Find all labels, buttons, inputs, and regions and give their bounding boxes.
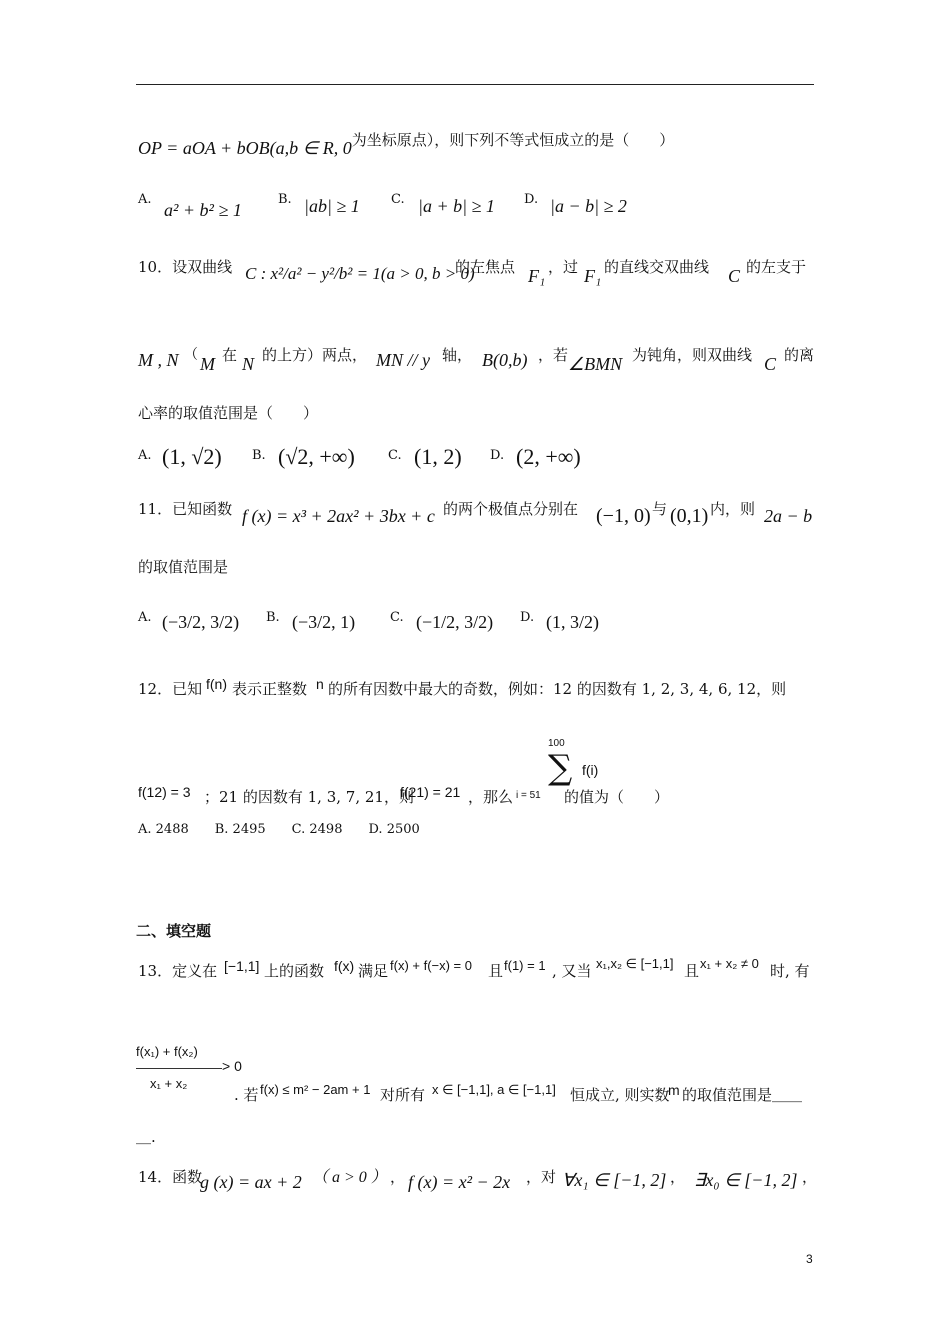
q13-m: m: [668, 1082, 680, 1098]
q11-option-d-label: D.: [520, 610, 535, 625]
q14-exists: ∃x₀ ∈ [−1, 2]: [694, 1170, 798, 1190]
q12-f21: f(21) = 21: [400, 784, 461, 800]
q10-option-c-label: C.: [388, 448, 402, 463]
q10-mn: M , N: [138, 350, 179, 370]
q10-c: C: [728, 266, 741, 286]
q11-expr: 2a − b: [764, 506, 813, 526]
q13-t10: 的取值范围是＿＿: [682, 1086, 803, 1104]
q11-option-b: (−3/2, 1): [292, 612, 356, 632]
q13-inequality: f(x) ≤ m² − 2am + 1: [260, 1082, 371, 1097]
header-rule: [136, 84, 814, 85]
section-heading: 二、填空题: [136, 922, 212, 940]
q14-prefix: 14．函数: [138, 1168, 203, 1186]
q11-options: [138, 604, 658, 648]
q13-neq: x₁ + x₂ ≠ 0: [700, 956, 759, 971]
q9-option-d-label: D.: [524, 192, 539, 207]
q13-t5: 且: [684, 962, 700, 980]
q9-option-d: |a − b| ≥ 2: [550, 196, 627, 216]
q12-sum-term: f(i): [582, 762, 599, 778]
q12-t3: ；21 的因数有 1, 3, 7, 21，则: [204, 788, 414, 806]
q9-option-a-label: A.: [138, 192, 152, 207]
q13-line1: [138, 956, 818, 986]
q10-option-a: (1, √2): [162, 444, 222, 469]
q10-m: M: [200, 354, 215, 374]
q12-sum-top: 100: [548, 738, 565, 749]
q13-t8: 对所有: [380, 1086, 426, 1104]
page-number: 3: [806, 1252, 813, 1266]
q11-option-a: (−3/2, 3/2): [162, 612, 240, 632]
q10-curve: C : x²/a² − y²/b² = 1(a > 0, b > 0): [245, 264, 475, 283]
q10-line1: [138, 258, 818, 298]
q12-prefix: 12．已知: [138, 680, 203, 698]
q10-t5: （: [184, 346, 198, 362]
q10-f1b: F₁: [584, 266, 602, 286]
q10-angle: ∠BMN: [568, 354, 623, 374]
q10-option-d-label: D.: [490, 448, 505, 463]
q10-prefix: 10．设双曲线: [138, 258, 233, 276]
q12-options: A. 2488 B. 2495 C. 2498 D. 2500: [138, 822, 420, 837]
q10-option-b-label: B.: [252, 448, 266, 463]
q13-fx: f(x): [334, 958, 355, 974]
q10-line3: 心率的取值范围是（ ）: [138, 404, 319, 422]
q14-forall: ∀x₁ ∈ [−1, 2]: [562, 1170, 667, 1190]
q10-t2: ，过: [548, 258, 579, 276]
q13-f1: f(1) = 1: [504, 958, 546, 973]
q10-t11: 的离: [784, 346, 815, 364]
q9-option-b-label: B.: [278, 192, 292, 207]
q9-option-b: |ab| ≥ 1: [304, 196, 360, 216]
q10-t9: ，若: [538, 346, 569, 364]
q10-option-b: (√2, +∞): [278, 444, 355, 469]
q10-option-c: (1, 2): [414, 444, 462, 469]
q12-f12: f(12) = 3: [138, 784, 191, 800]
q9-vector-expr: OP = aOA + bOB(a,b ∈ R, 0: [138, 138, 352, 158]
q10-t3: 的直线交双曲线: [604, 258, 710, 276]
q12-line1: [138, 676, 818, 704]
q13-line2: [136, 1044, 818, 1108]
q13-t7: . 若: [234, 1086, 259, 1104]
q10-t10: 为钝角，则双曲线: [632, 346, 753, 364]
sigma-icon: ∑: [548, 748, 573, 788]
q10-t4: 的左支于: [746, 258, 807, 276]
q13-t3: 且: [488, 962, 504, 980]
q11-option-b-label: B.: [266, 610, 280, 625]
q13-domain: [−1,1]: [224, 958, 260, 974]
q10-c2: C: [764, 354, 777, 374]
q10-parallel: MN // y: [376, 350, 430, 370]
q12-t1: 表示正整数: [232, 680, 308, 698]
q14-line1: [138, 1166, 818, 1200]
q13-range: x ∈ [−1,1], a ∈ [−1,1]: [432, 1082, 556, 1097]
q12-fn: f(n): [206, 676, 227, 692]
q9-text: 为坐标原点），则下列不等式恒成立的是（ ）: [351, 131, 675, 149]
q13-t4: , 又当: [552, 962, 592, 980]
q11-interval-2: (0,1): [670, 505, 709, 527]
q10-options: [138, 444, 658, 474]
q13-line3: ＿.: [136, 1128, 156, 1146]
q13-t2: 满足: [358, 962, 389, 980]
q10-t7: 的上方）两点，: [262, 346, 368, 364]
q14-t4: ，: [802, 1168, 818, 1186]
q13-t9: 恒成立, 则实数: [570, 1086, 670, 1104]
q10-t1: 的左焦点: [455, 258, 516, 276]
q12-t4: ，那么: [468, 788, 514, 806]
q10-t6: 在: [222, 346, 238, 364]
q13-t6: 时, 有: [770, 962, 810, 980]
q14-condition: （ a > 0 ）: [312, 1169, 387, 1186]
q11-t3: 内，则: [710, 500, 756, 518]
q13-x12: x₁,x₂ ∈ [−1,1]: [596, 956, 674, 971]
q12-t2: 的所有因数中最大的奇数，例如：12 的因数有 1, 2, 3, 4, 6, 12，则: [328, 680, 787, 698]
q13-prefix: 13．定义在: [138, 962, 218, 980]
q10-line2: [138, 346, 818, 376]
q11-line2: 的取值范围是: [138, 558, 229, 576]
q11-option-d: (1, 3/2): [546, 612, 599, 632]
q14-t2: ，对: [526, 1168, 557, 1186]
q14-t1: ，: [390, 1168, 406, 1186]
q9-statement: [138, 131, 675, 160]
q11-interval-1: (−1, 0): [596, 505, 651, 527]
q13-condition: f(x) + f(−x) = 0: [390, 958, 472, 973]
q10-t8: 轴，: [442, 346, 473, 364]
q9-option-c: |a + b| ≥ 1: [418, 196, 495, 216]
q11-option-a-label: A.: [138, 610, 152, 625]
q12-line2: [138, 738, 818, 808]
q11-t1: 的两个极值点分别在: [443, 500, 579, 518]
q10-option-a-label: A.: [138, 448, 152, 463]
q9-option-c-label: C.: [391, 192, 405, 207]
q11-option-c-label: C.: [390, 610, 404, 625]
q11-function: f (x) = x³ + 2ax² + 3bx + c: [242, 506, 435, 526]
q10-f1: F₁: [528, 266, 546, 286]
q10-option-d: (2, +∞): [516, 444, 581, 469]
q9-option-a: a² + b² ≥ 1: [164, 200, 242, 220]
q10-n: N: [242, 354, 255, 374]
q11-option-c: (−1/2, 3/2): [416, 612, 494, 632]
q12-n: n: [316, 676, 324, 692]
q14-g: g (x) = ax + 2: [200, 1172, 302, 1192]
q11-prefix: 11．已知函数: [138, 500, 233, 518]
q13-fraction-gt: > 0: [222, 1058, 242, 1074]
q14-f: f (x) = x² − 2x: [408, 1172, 511, 1192]
q14-t3: ，: [670, 1168, 686, 1186]
fraction-bar: [136, 1068, 222, 1069]
q11-line1: [138, 500, 818, 532]
q12-sum-bottom: i = 51: [516, 790, 541, 801]
q13-fraction-denominator: x₁ + x₂: [150, 1076, 188, 1091]
q13-fraction-numerator: f(x₁) + f(x₂): [136, 1044, 198, 1059]
q12-t5: 的值为（ ）: [564, 788, 670, 806]
q11-t2: 与: [652, 500, 668, 518]
q13-t1: 上的函数: [264, 962, 325, 980]
q10-point-b: B(0,b): [482, 350, 528, 370]
